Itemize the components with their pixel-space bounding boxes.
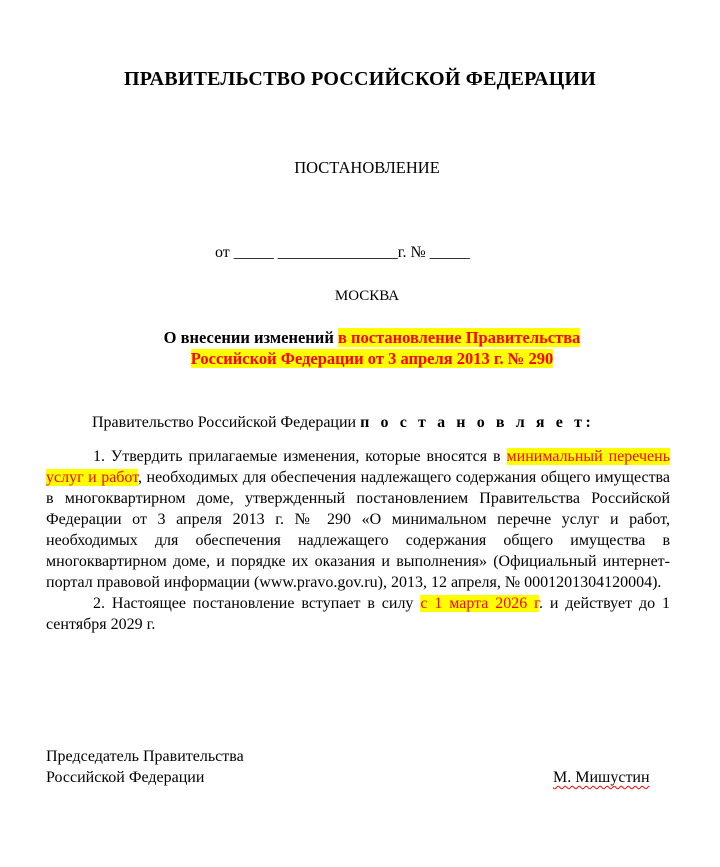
signer-title-line-2: Российской Федерации [46,769,205,786]
document-heading [0,327,720,369]
signer-title-line-1: Председатель Правительства [46,748,244,765]
paragraph-2-start: 2. Настоящее постановление вступает в силу [93,595,421,612]
paragraph-1-end: , необходимых для обеспечения надлежащего содержания общего имущества в многоквартирном доме, утвержденный постановлением Правительства Российской Федерации от 3 апреля 2013 г. № 290 «О минимальном перечне услуг и работ, необходимых для обеспечения надлежащего содержания общего имущества в многоквартирном доме, и порядке их оказания и выполнения» (Официальный интернет-портал правовой информации (www.pravo.gov.ru), 2013, 12 апреля, № 0001201304120004). [46,469,671,591]
paragraph-1-highlight: минимальный перечень услуг и работ [46,448,670,486]
heading-highlight-2: Российской Федерации от 3 апреля 2013 г. № 290 [190,349,554,368]
document-body [46,446,670,635]
preamble [92,414,594,432]
document-type: ПОСТАНОВЛЕНИЕ [294,158,440,177]
preamble-subject: Правительство Российской Федерации [92,414,361,431]
signer-name-text: М. Мишустин [553,769,650,786]
date-number-line: от _____ _______________г. № _____ [215,244,470,261]
signer-name [553,767,650,788]
paragraph-2 [46,593,670,635]
signer-title [46,746,244,788]
heading-highlight-1: в постановление Правительства [337,328,581,347]
paragraph-1 [46,446,670,593]
city: МОСКВА [334,288,400,304]
government-title: ПРАВИТЕЛЬСТВО РОССИЙСКОЙ ФЕДЕРАЦИИ [124,68,596,90]
preamble-verb: п о с т а н о в л я е т: [360,414,595,431]
paragraph-2-highlight: с 1 марта 2026 г [420,595,539,612]
heading-plain: О внесении изменений [163,328,338,347]
paragraph-1-start: 1. Утвердить прилагаемые изменения, которые вносятся в [93,448,507,465]
paragraph-2-end: . и действует до 1 сентября 2029 г. [46,595,670,633]
